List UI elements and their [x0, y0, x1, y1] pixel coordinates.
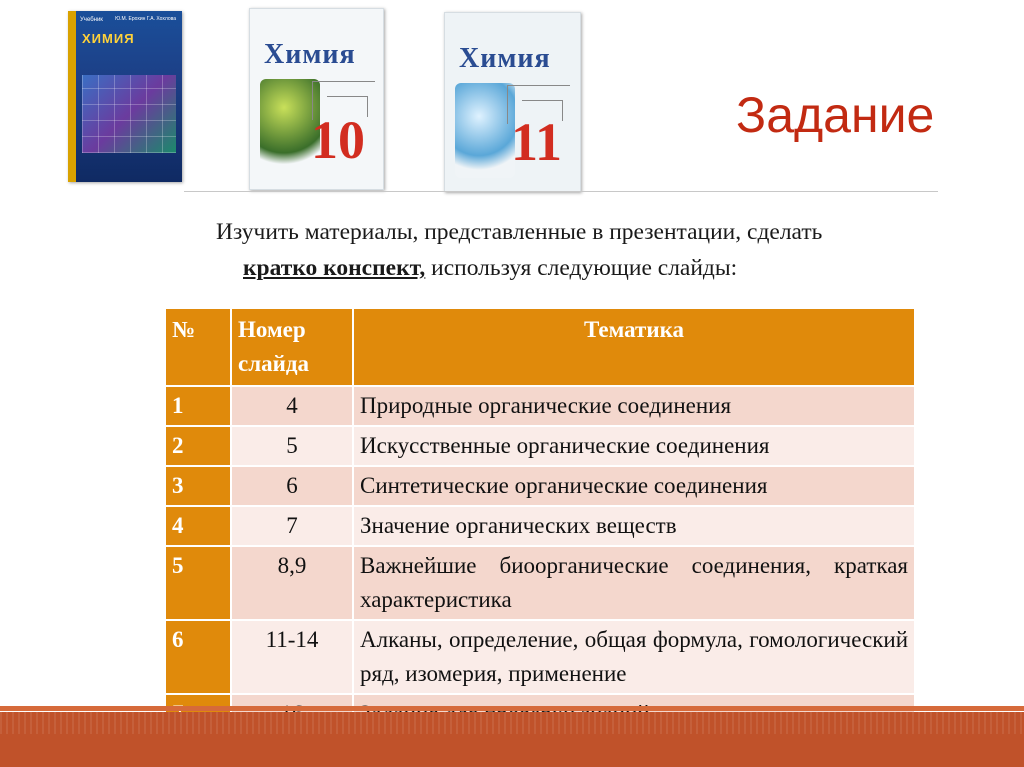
book-authors: Ю.М. Ерохин Г.А. Хохлова [115, 16, 176, 22]
row-topic: Значение органических веществ [353, 506, 915, 546]
header-num: № [165, 308, 231, 386]
textbook-cover-chemistry-10 [249, 8, 384, 190]
cover-image [455, 83, 515, 178]
row-topic: Синтетические органические соединения [353, 466, 915, 506]
table-header-row [165, 308, 915, 386]
book-title: ХИМИЯ [82, 31, 135, 46]
book-grade: 10 [311, 110, 365, 170]
row-num: 4 [165, 506, 231, 546]
table-row [165, 386, 915, 426]
row-slide: 7 [231, 506, 353, 546]
header-slide: Номер слайда [231, 308, 353, 386]
row-topic: Важнейшие биоорганические соединения, краткая характеристика [353, 546, 915, 620]
book-title: Химия [264, 39, 356, 70]
instruction-emphasis: кратко конспект, [243, 255, 426, 281]
instruction-line-1: Изучить материалы, представленные в презентации, сделать [216, 219, 823, 245]
book-grade: 11 [510, 112, 562, 172]
row-num: 2 [165, 426, 231, 466]
instruction-text [186, 214, 976, 286]
table-row [165, 466, 915, 506]
row-slide: 6 [231, 466, 353, 506]
periodic-table-image [82, 75, 176, 153]
row-num: 5 [165, 546, 231, 620]
row-topic: Искусственные органические соединения [353, 426, 915, 466]
row-num: 6 [165, 620, 231, 694]
instruction-line-2-rest: используя следующие слайды: [425, 255, 738, 281]
divider [184, 191, 938, 192]
book-tag: Учебник [80, 17, 103, 23]
textbook-cover-chemistry [68, 11, 182, 182]
row-slide: 4 [231, 386, 353, 426]
tasks-table [164, 307, 916, 735]
row-num: 1 [165, 386, 231, 426]
instruction-line-2 [186, 250, 976, 286]
table-row [165, 426, 915, 466]
slide-title: Задание [736, 87, 935, 143]
book-spine [68, 11, 76, 182]
footer-band [0, 712, 1024, 767]
row-topic: Алканы, определение, общая формула, гомологический ряд, изомерия, применение [353, 620, 915, 694]
textbook-cover-chemistry-11 [444, 12, 581, 192]
row-topic: Природные органические соединения [353, 386, 915, 426]
table-row [165, 546, 915, 620]
row-num: 3 [165, 466, 231, 506]
row-slide: 11-14 [231, 620, 353, 694]
book-title: Химия [459, 43, 551, 74]
header-topic: Тематика [353, 308, 915, 386]
table-row [165, 506, 915, 546]
footer-line [0, 706, 1024, 711]
row-slide: 5 [231, 426, 353, 466]
table-row [165, 620, 915, 694]
row-slide: 8,9 [231, 546, 353, 620]
